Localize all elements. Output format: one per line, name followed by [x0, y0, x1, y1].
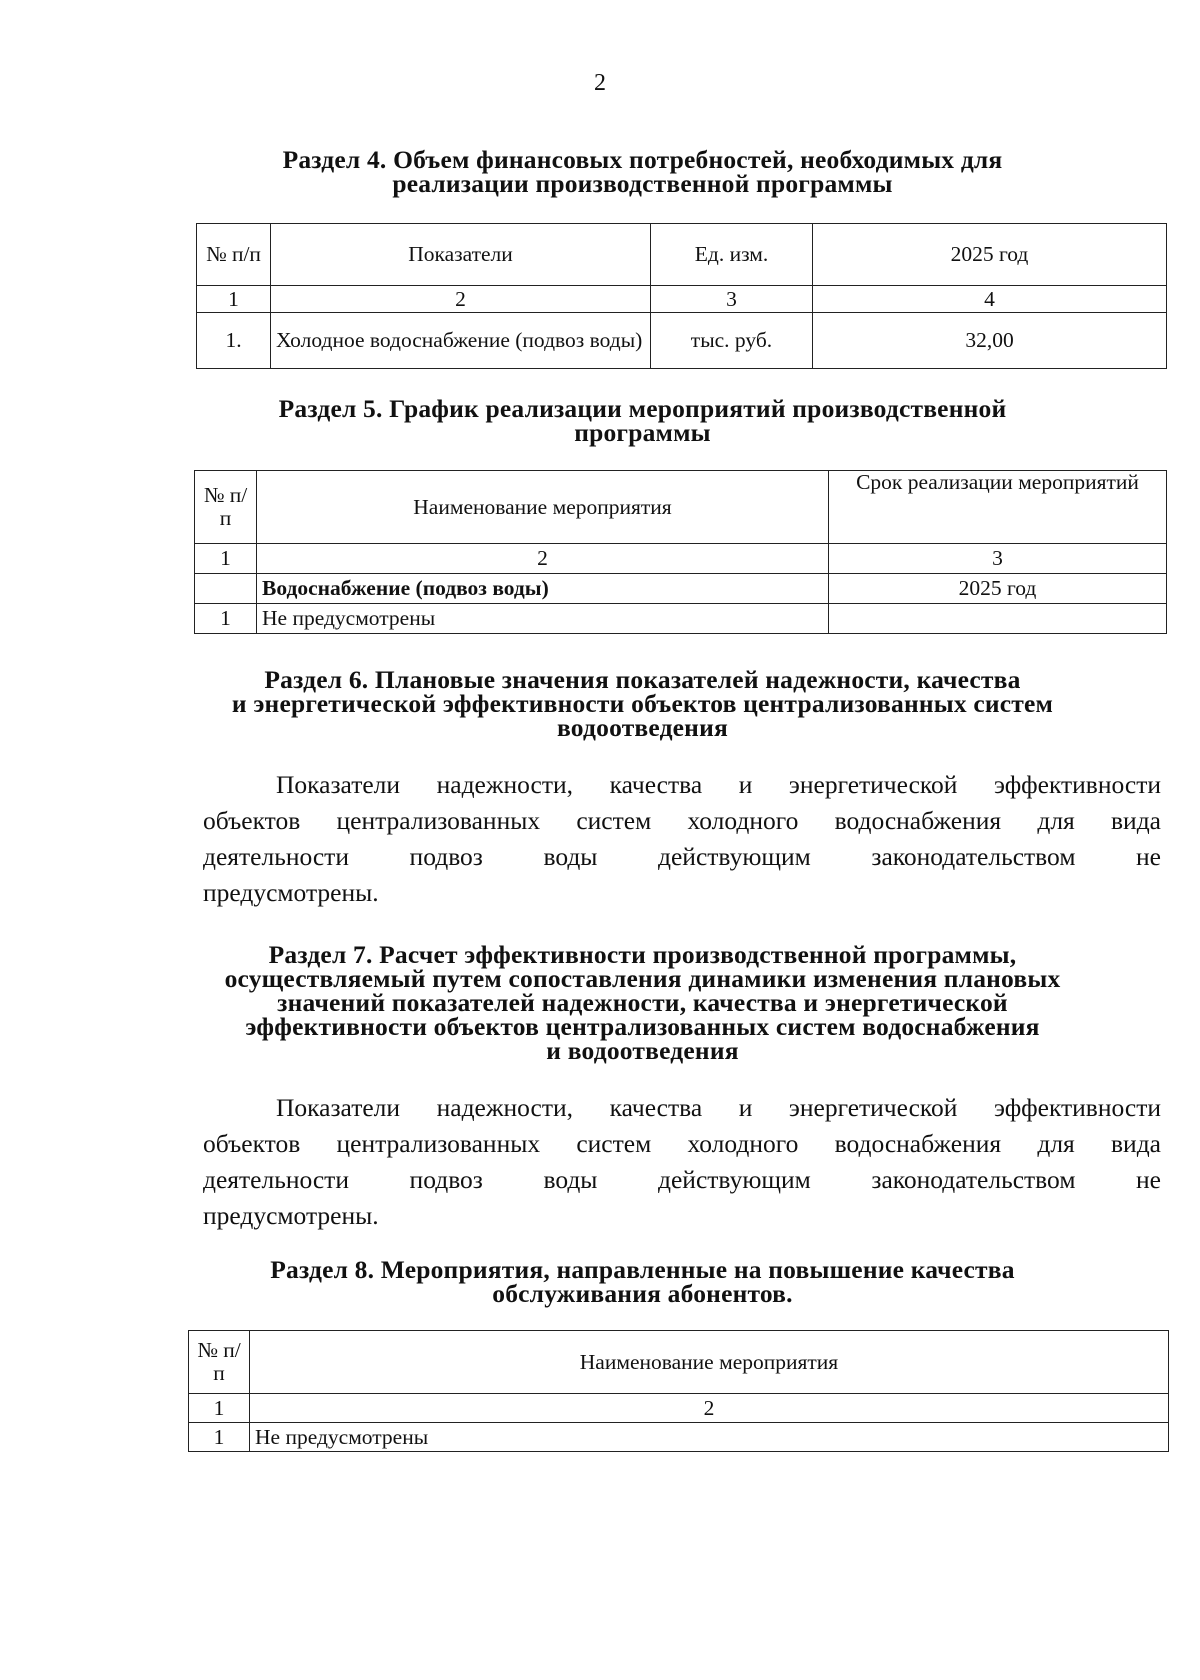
- row-value: 32,00: [813, 313, 1167, 369]
- section6-paragraph: [203, 767, 1161, 911]
- column-number-cell: 2: [250, 1394, 1169, 1423]
- group-term: 2025 год: [829, 574, 1167, 604]
- section7-title: [190, 940, 1095, 1065]
- column-number-row: [189, 1394, 1169, 1423]
- table-row: [189, 1423, 1169, 1452]
- header-cell-number: № п/п: [195, 471, 257, 544]
- header-cell-event-name: Наименование мероприятия: [257, 471, 829, 544]
- group-name: Водоснабжение (подвоз воды): [257, 574, 829, 604]
- section7-title-line: осуществляемый путем сопоставления динамики изменения плановых: [224, 964, 1061, 993]
- section6-title-line: Раздел 6. Плановые значения показателей надежности, качества: [264, 665, 1021, 694]
- row-unit: тыс. руб.: [651, 313, 813, 369]
- column-number-row: [197, 286, 1167, 313]
- table-header-row: [197, 224, 1167, 286]
- row-event-name: Не предусмотрены: [257, 604, 829, 634]
- header-cell-number: № п/п: [189, 1331, 250, 1394]
- column-number-cell: 1: [195, 544, 257, 574]
- paragraph-line: деятельности подвоз воды действующим законодательством не: [203, 1165, 1161, 1194]
- paragraph-line: предусмотрены.: [203, 878, 379, 907]
- group-row: [195, 574, 1167, 604]
- column-number-cell: 4: [813, 286, 1167, 313]
- section5-title-line: Раздел 5. График реализации мероприятий производственной: [278, 394, 1007, 423]
- implementation-schedule-table: [194, 470, 1167, 634]
- paragraph-line: Показатели надежности, качества и энергетической эффективности: [276, 770, 1161, 799]
- section7-title-line: и водоотведения: [546, 1036, 739, 1065]
- header-cell-year: 2025 год: [813, 224, 1167, 286]
- section7-title-line: эффективности объектов централизованных систем водоснабжения: [245, 1012, 1040, 1041]
- section4-title-line: реализации производственной программы: [392, 169, 893, 198]
- section7-paragraph: [203, 1090, 1161, 1234]
- service-quality-table: [188, 1330, 1169, 1452]
- section5-title: [190, 394, 1095, 447]
- table-header-row: [189, 1331, 1169, 1394]
- paragraph-line: деятельности подвоз воды действующим законодательством не: [203, 842, 1161, 871]
- table-header-row: [195, 471, 1167, 544]
- row-indicator: Холодное водоснабжение (подвоз воды): [271, 313, 651, 369]
- section8-title: [190, 1255, 1095, 1308]
- column-number-cell: 1: [189, 1394, 250, 1423]
- section7-title-line: значений показателей надежности, качества и энергетической: [277, 988, 1008, 1017]
- paragraph-line: Показатели надежности, качества и энергетической эффективности: [276, 1093, 1161, 1122]
- section5-title-line: программы: [574, 418, 711, 447]
- section6-title: [190, 665, 1095, 742]
- group-number-cell: [195, 574, 257, 604]
- row-event-name: Не предусмотрены: [250, 1423, 1169, 1452]
- header-cell-event-name: Наименование мероприятия: [250, 1331, 1169, 1394]
- row-term: [829, 604, 1167, 634]
- header-cell-number: № п/п: [197, 224, 271, 286]
- section8-title-line: Раздел 8. Мероприятия, направленные на повышение качества: [270, 1255, 1015, 1284]
- header-cell-indicator: Показатели: [271, 224, 651, 286]
- column-number-cell: 3: [651, 286, 813, 313]
- section4-title: [190, 145, 1095, 198]
- column-number-row: [195, 544, 1167, 574]
- paragraph-line: предусмотрены.: [203, 1201, 379, 1230]
- header-cell-term: Срок реализации мероприятий: [829, 471, 1167, 544]
- column-number-cell: 1: [197, 286, 271, 313]
- row-number: 1.: [197, 313, 271, 369]
- column-number-cell: 2: [271, 286, 651, 313]
- section4-title-line: Раздел 4. Объем финансовых потребностей, необходимых для: [282, 145, 1003, 174]
- section7-title-line: Раздел 7. Расчет эффективности производственной программы,: [268, 940, 1017, 969]
- paragraph-line: объектов централизованных систем холодного водоснабжения для вида: [203, 1129, 1161, 1158]
- financial-needs-table: [196, 223, 1167, 369]
- section6-title-line: и энергетической эффективности объектов централизованных систем: [231, 689, 1054, 718]
- row-number: 1: [195, 604, 257, 634]
- header-cell-unit: Ед. изм.: [651, 224, 813, 286]
- page-number: 2: [594, 70, 606, 96]
- column-number-cell: 2: [257, 544, 829, 574]
- row-number: 1: [189, 1423, 250, 1452]
- section8-title-line: обслуживания абонентов.: [492, 1279, 793, 1308]
- table-row: [195, 604, 1167, 634]
- paragraph-line: объектов централизованных систем холодного водоснабжения для вида: [203, 806, 1161, 835]
- table-row: [197, 313, 1167, 369]
- section6-title-line: водоотведения: [557, 713, 728, 742]
- column-number-cell: 3: [829, 544, 1167, 574]
